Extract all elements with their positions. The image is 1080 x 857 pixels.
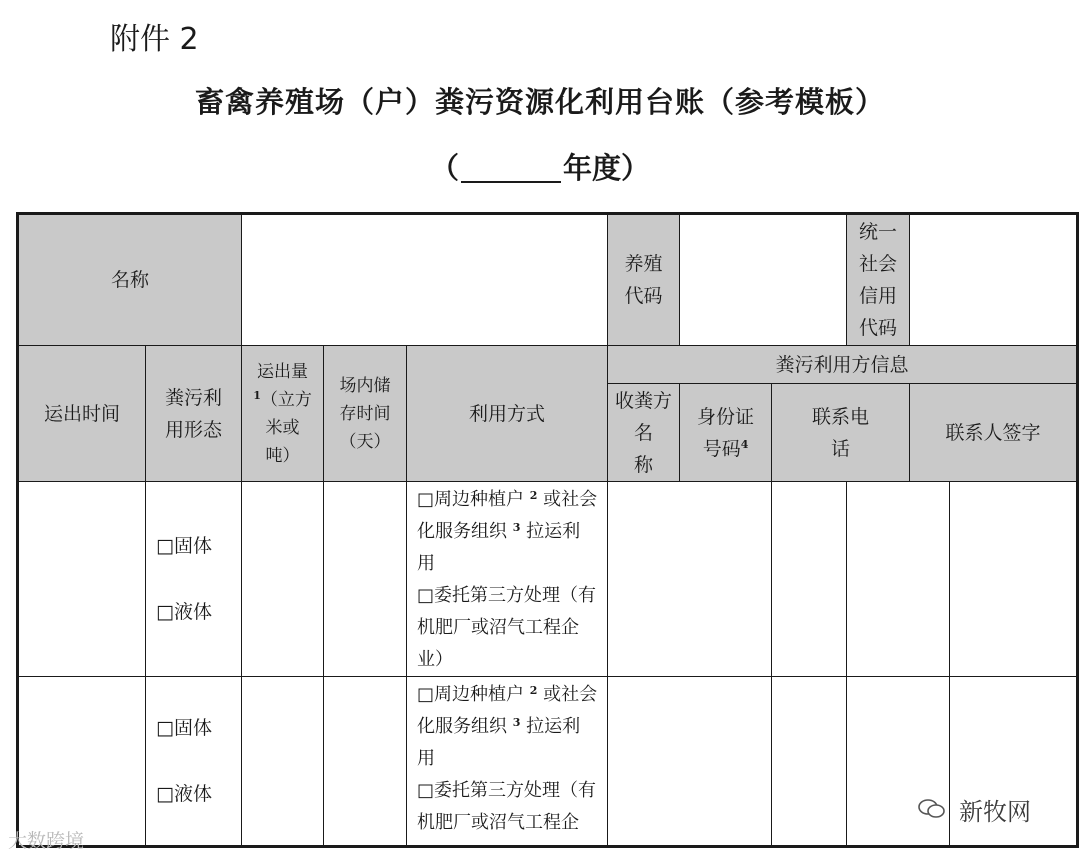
liquid-option[interactable]: □液体 xyxy=(156,600,212,623)
credit-code-label: 统一 社会 信用 代码 xyxy=(847,214,910,346)
farm-code-label: 养殖 代码 xyxy=(608,214,680,346)
name-value-cell[interactable] xyxy=(242,214,608,346)
watermark-right-text: 新牧网 xyxy=(959,798,1031,826)
recipient-name-cell[interactable] xyxy=(608,677,772,847)
manure-form-header: 粪污利 用形态 xyxy=(146,346,242,482)
farm-code-value-cell[interactable] xyxy=(680,214,847,346)
method-header: 利用方式 xyxy=(407,346,608,482)
storage-time-header: 场内储 存时间 （天） xyxy=(324,346,407,482)
watermark-left: 大数跨境 xyxy=(8,830,85,852)
id-number-cell[interactable] xyxy=(772,677,847,847)
phone-cell[interactable] xyxy=(847,482,950,677)
recipient-info-header: 粪污利用方信息 xyxy=(608,346,1078,384)
document-title: 畜禽养殖场（户）粪污资源化利用台账（参考模板） xyxy=(194,85,885,119)
ship-time-cell[interactable] xyxy=(18,482,146,677)
name-label: 名称 xyxy=(18,214,242,346)
farm-info-row xyxy=(18,214,1078,346)
method-cell[interactable]: □周边种植户 $^2$ 或社会 化服务组织 $^3$ 拉运利 用 □委托第三方处理（有 机肥厂或沼气工程企 业） xyxy=(407,482,608,677)
credit-code-value-cell[interactable] xyxy=(910,214,1078,346)
phone-header: 联系电 话 xyxy=(772,384,910,482)
quantity-cell[interactable] xyxy=(242,677,324,847)
watermark-right xyxy=(918,792,1031,827)
solid-option[interactable]: □固体 xyxy=(156,716,212,739)
id-number-header: 身份证 号码$^4$ xyxy=(680,384,772,482)
ship-time-cell[interactable] xyxy=(18,677,146,847)
ship-time-header: 运出时间 xyxy=(18,346,146,482)
attachment-label: 附件 2 xyxy=(110,22,199,57)
manure-form-cell[interactable] xyxy=(146,677,242,847)
manure-form-cell[interactable] xyxy=(146,482,242,677)
signature-cell[interactable] xyxy=(950,482,1078,677)
year-line xyxy=(0,146,1080,187)
year-blank xyxy=(461,153,561,183)
signature-header: 联系人签字 xyxy=(910,384,1078,482)
year-open: （ xyxy=(429,151,459,185)
header-row-1 xyxy=(18,346,1078,384)
year-close: 年度） xyxy=(563,151,651,185)
liquid-option[interactable]: □液体 xyxy=(156,782,212,805)
solid-option[interactable]: □固体 xyxy=(156,534,212,557)
recipient-name-header: 收粪方名 称 xyxy=(608,384,680,482)
recipient-name-cell[interactable] xyxy=(608,482,772,677)
ledger-table xyxy=(16,212,1079,848)
wechat-icon xyxy=(918,801,953,826)
id-number-cell[interactable] xyxy=(772,482,847,677)
storage-time-cell[interactable] xyxy=(324,677,407,847)
quantity-header: 运出量 $^1$（立方 米或 吨） xyxy=(242,346,324,482)
quantity-cell[interactable] xyxy=(242,482,324,677)
table-row xyxy=(18,482,1078,677)
storage-time-cell[interactable] xyxy=(324,482,407,677)
method-cell[interactable]: □周边种植户 $^2$ 或社会 化服务组织 $^3$ 拉运利 用 □委托第三方处理（有 机肥厂或沼气工程企 xyxy=(407,677,608,847)
